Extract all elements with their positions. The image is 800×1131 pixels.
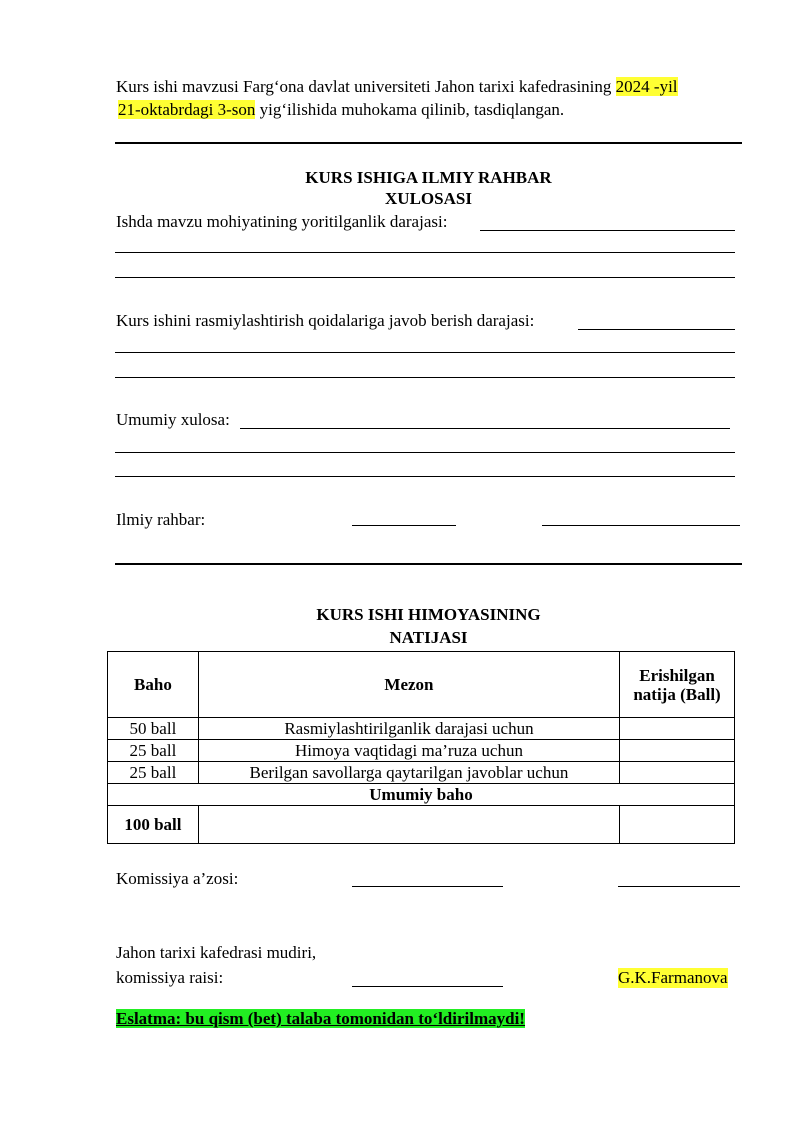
results-heading: KURS ISHI HIMOYASINING NATIJASI [316, 605, 541, 647]
total-empty-cell [198, 806, 619, 844]
table-row [108, 718, 735, 740]
answer-line[interactable] [480, 230, 735, 231]
table-row [108, 762, 735, 784]
total-result-cell[interactable] [620, 806, 735, 844]
intro-protocol-highlight: 21-oktabrdagi 3-son [118, 100, 256, 119]
signature-line[interactable] [352, 886, 503, 887]
name-line[interactable] [618, 886, 740, 887]
answer-line[interactable] [115, 252, 735, 253]
answer-line[interactable] [578, 329, 735, 330]
divider [115, 142, 742, 144]
answer-line[interactable] [115, 452, 735, 453]
intro-line-2 [118, 100, 564, 120]
table-row [108, 740, 735, 762]
row-ball: 50 ball [108, 718, 199, 740]
answer-line[interactable] [115, 277, 735, 278]
divider [115, 563, 742, 565]
answer-line[interactable] [115, 377, 735, 378]
supervisor-signer-label: Ilmiy rahbar: [116, 510, 206, 529]
row-mezon: Himoya vaqtidagi ma’ruza uchun [198, 740, 619, 762]
row-ball: 25 ball [108, 740, 199, 762]
table-header-row [108, 652, 735, 718]
intro-date-highlight: 2024 -yil [615, 77, 678, 96]
results-table [107, 651, 735, 844]
question-general: Umumiy xulosa: [116, 410, 230, 429]
row-mezon: Rasmiylashtirilganlik darajasi uchun [198, 718, 619, 740]
signature-line[interactable] [352, 986, 503, 987]
supervisor-heading: KURS ISHIGA ILMIY RAHBAR XULOSASI [305, 168, 552, 208]
head-label-2: komissiya raisi: [116, 968, 224, 987]
total-row [108, 806, 735, 844]
row-result-cell[interactable] [620, 740, 735, 762]
row-mezon: Berilgan savollarga qaytarilgan javoblar uchun [198, 762, 619, 784]
total-ball: 100 ball [108, 806, 199, 844]
intro-text-end: yig‘ilishida muhokama qilinib, tasdiqlangan. [255, 100, 565, 119]
question-formatting: Kurs ishini rasmiylashtirish qoidalariga javob berish darajasi: [116, 311, 535, 330]
header-mezon: Mezon [198, 652, 619, 718]
intro-line-1 [116, 77, 678, 97]
answer-line[interactable] [115, 352, 735, 353]
head-name: G.K.Farmanova [618, 968, 728, 987]
question-coverage: Ishda mavzu mohiyatining yoritilganlik darajasi: [116, 212, 448, 231]
intro-text: Kurs ishi mavzusi Farg‘ona davlat universiteti Jahon tarixi kafedrasining [116, 77, 616, 96]
total-label-row [108, 784, 735, 806]
answer-line[interactable] [115, 476, 735, 477]
name-line[interactable] [542, 525, 740, 526]
note-line [116, 1009, 525, 1029]
row-result-cell[interactable] [620, 718, 735, 740]
header-natija: Erishilgan natija (Ball) [620, 652, 735, 718]
signature-line[interactable] [352, 525, 456, 526]
answer-line[interactable] [240, 428, 730, 429]
note-text: Eslatma: bu qism (bet) talaba tomonidan to‘ldirilmaydi! [116, 1009, 525, 1028]
head-label-1: Jahon tarixi kafedrasi mudiri, [116, 943, 317, 962]
member-label: Komissiya a’zosi: [116, 869, 239, 888]
total-label: Umumiy baho [108, 784, 735, 806]
row-result-cell[interactable] [620, 762, 735, 784]
header-baho: Baho [108, 652, 199, 718]
row-ball: 25 ball [108, 762, 199, 784]
